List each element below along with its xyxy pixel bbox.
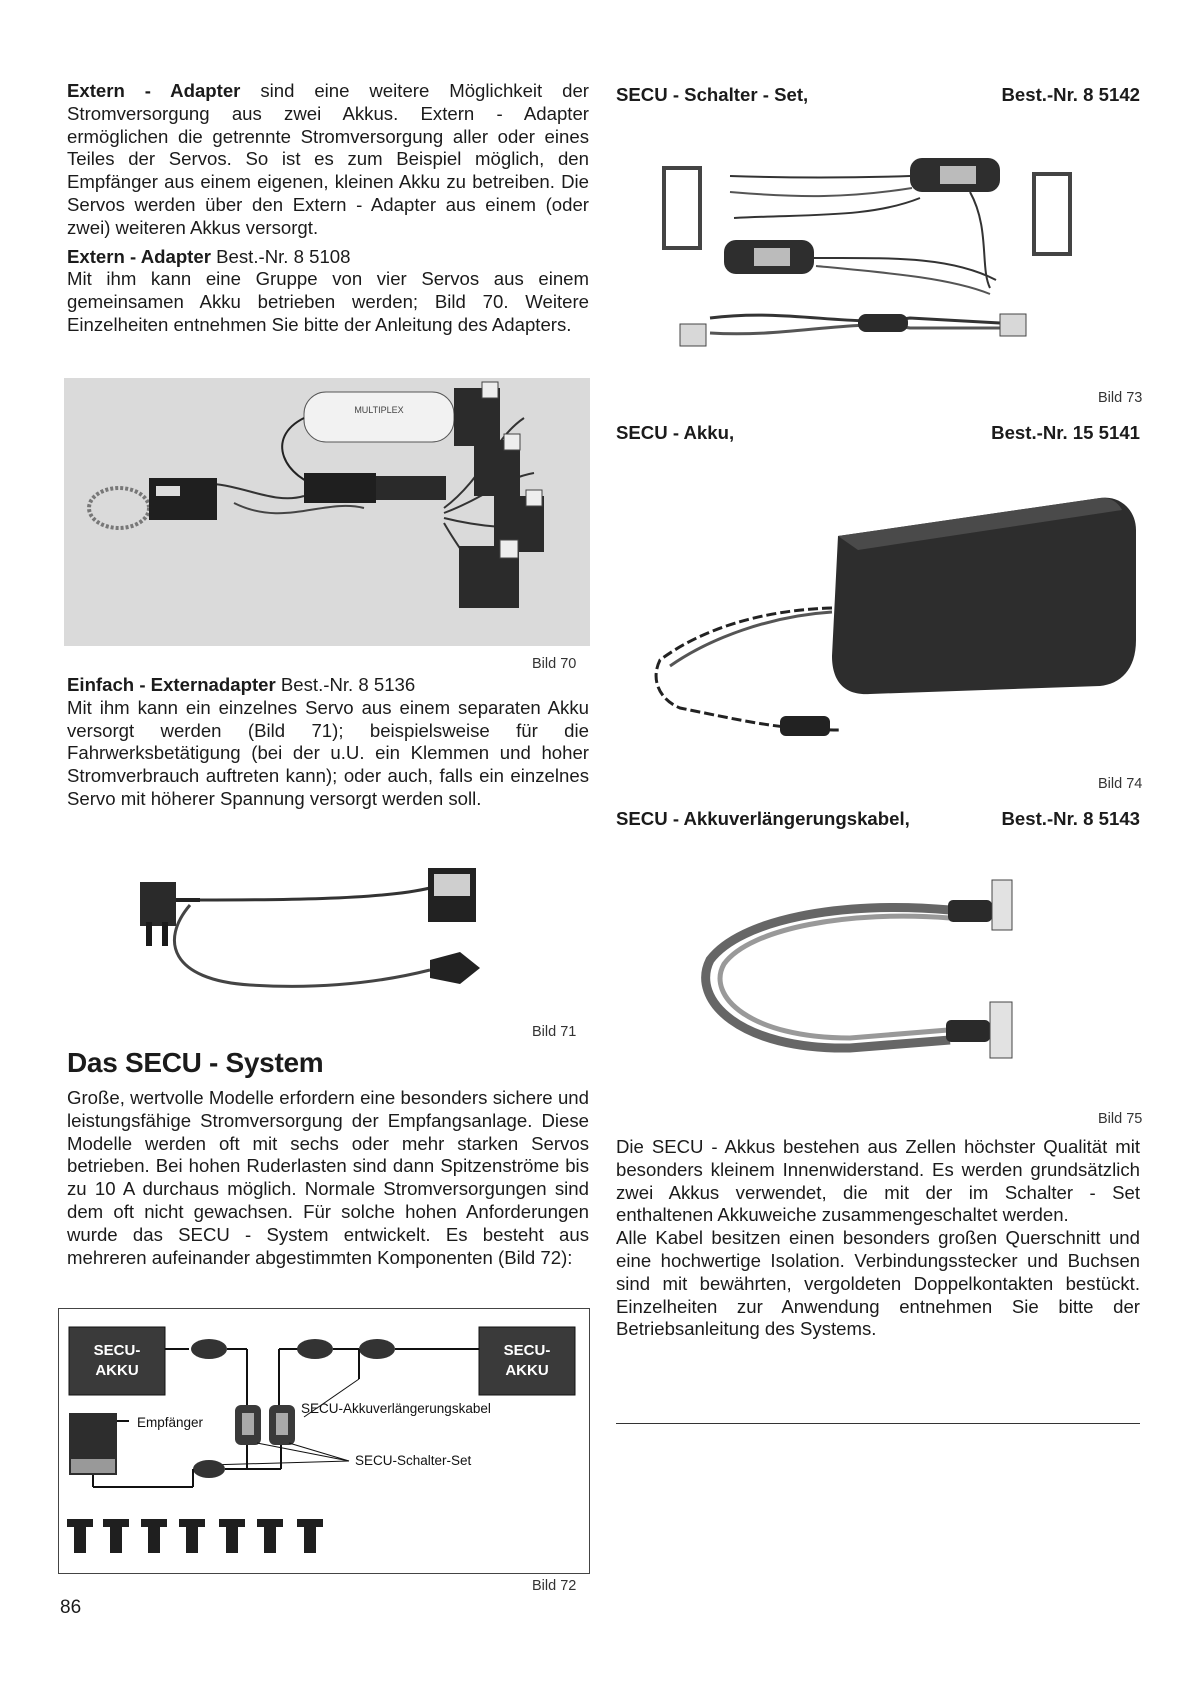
extern-adapter-description: Mit ihm kann eine Gruppe von vier Servos aus einem gemeinsamen Akku betrieben werden; Bild 70. Weitere Einzelheiten entnehmen Sie bitte der Anleitung des Adapters. [67,268,589,335]
battery-label: MULTIPLEX [354,405,404,415]
switch-label: SECU-Schalter-Set [355,1453,472,1468]
figure-74-caption: Bild 74 [1098,776,1143,792]
left-column [67,80,589,337]
figure-71-photo [130,860,510,1010]
cable-label: SECU-Akkuverlängerungskabel [301,1401,491,1416]
figure-73-photo [650,148,1120,378]
figure-72-diagram [58,1308,590,1574]
figure-73-caption: Bild 73 [1098,390,1143,406]
akku-order: Best.-Nr. 15 5141 [991,422,1140,443]
akku-right-line1: SECU- [503,1342,551,1359]
figure-70-caption: Bild 70 [532,656,577,672]
section-title: Das SECU - System [67,1047,324,1078]
cable-heading [616,808,1140,830]
akku-left-line2: AKKU [95,1362,139,1379]
section-divider [616,1423,1140,1424]
single-adapter-order: Einfach - Externadapter Best.-Nr. 8 5136 [67,674,416,695]
figure-75-caption: Bild 75 [1098,1111,1143,1127]
figure-75-photo [680,870,1080,1070]
akku-right-line2: AKKU [505,1362,549,1379]
cable-order: Best.-Nr. 8 5143 [1001,808,1140,829]
secu-description: Große, wertvolle Modelle erfordern eine besonders sichere und leistungsfähige Stromversorgung der Empfangsanlage. Diese Modelle werden oft mit sechs oder mehr starken Servos betrieben. Bei hohen Ruderlasten sind dann Spitzenströme bis zu 10 A durchaus möglich. Normale Stromversorgungen sind dem oft nicht gewachsen. Für solche hohen Anforderungen wurde das SECU - System entwickelt. Es besteht aus mehreren aufeinander abgestimmten Komponenten (Bild 72): [67,1087,589,1268]
secu-akku-paragraph: Die SECU - Akkus bestehen aus Zellen höchster Qualität mit besonders kleinem Innenwiderstand. Es werden grundsätzlich zwei Akkus verwendet, die mit der im Schalter - Set enthaltenen Akkuweiche zusammengeschaltet werden. [616,1136,1140,1226]
switch-set-order: Best.-Nr. 8 5142 [1001,84,1140,105]
switch-set-name: SECU - Schalter - Set, [616,84,809,105]
secu-section [67,1047,589,1269]
single-adapter-section [67,674,589,811]
akku-left-line1: SECU- [93,1342,141,1359]
receiver-label: Empfänger [137,1415,204,1430]
switch-set-heading [616,84,1140,106]
figure-70-photo [64,378,590,646]
figure-72-caption: Bild 72 [532,1578,577,1594]
cable-paragraph: Alle Kabel besitzen einen besonders großen Querschnitt und eine hochwertige Isolation. Verbindungsstecker und Buchsen sind mit bewährten, vergoldeten Doppelkontakten bestückt. Einzelheiten zur Anwendung entnehmen Sie bitte der Betriebsanleitung des Systems. [616,1227,1140,1340]
akku-name: SECU - Akku, [616,422,735,443]
right-text-section [616,1136,1140,1341]
extern-adapter-intro: Extern - Adapter sind eine weitere Möglichkeit der Stromversorgung aus zwei Akkus. Extern - Adapter ermöglichen die getrennte Stromversorgung aller oder eines Teiles der Servos. So ist es zum Beispiel möglich, den Empfänger aus einem eigenen, kleinen Akku zu betreiben. Die Servos werden über den Extern - Adapter aus einem (oder zwei) weiteren Akkus versorgt. [67,80,589,238]
figure-74-photo [640,480,1140,760]
extern-adapter-order: Extern - Adapter Best.-Nr. 8 5108 [67,245,351,267]
akku-heading [616,422,1140,444]
cable-name: SECU - Akkuverlängerungskabel, [616,808,910,829]
single-adapter-description: Mit ihm kann ein einzelnes Servo aus einem separaten Akku versorgt werden (Bild 71); beispielsweise für die Fahrwerksbetätigung (bei der u.U. ein Klemmen und hoher Stromverbrauch auftreten kann); oder auch, falls ein einzelnes Servo mit höherer Spannung versorgt werden soll. [67,696,589,809]
page-number: 86 [60,1597,82,1618]
figure-71-caption: Bild 71 [532,1024,577,1040]
